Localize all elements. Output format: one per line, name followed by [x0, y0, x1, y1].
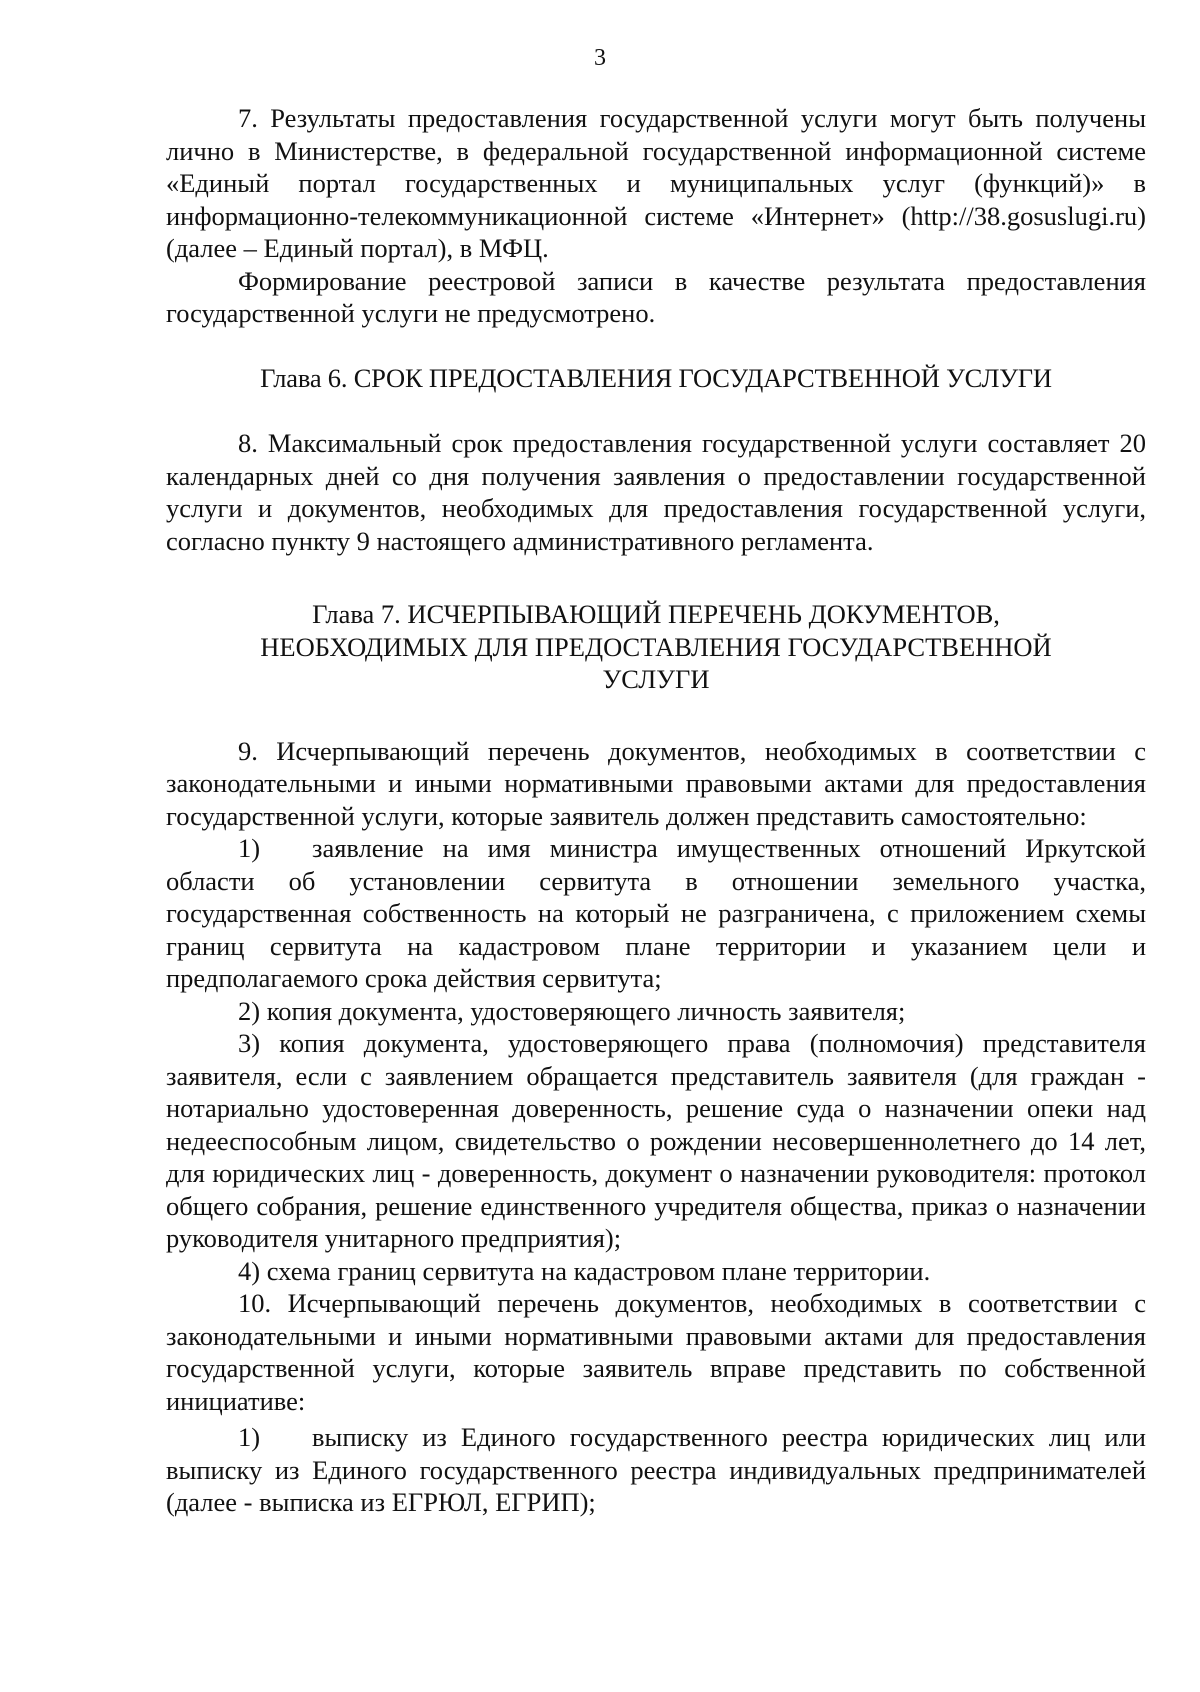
chapter-6-heading: Глава 6. СРОК ПРЕДОСТАВЛЕНИЯ ГОСУДАРСТВЕННОЙ УСЛУГИ [260, 362, 1052, 393]
chapter-7-heading-line-2: НЕОБХОДИМЫХ ДЛЯ ПРЕДОСТАВЛЕНИЯ ГОСУДАРСТВЕННОЙ [260, 631, 1052, 662]
chapter-7-heading-line-3: УСЛУГИ [602, 664, 710, 694]
item-1-number: 1) [238, 833, 261, 863]
paragraph-9-item-3: 3) копия документа, удостоверяющего права (полномочия) представителя заявителя, если с заявлением обращается представитель заявителя (для граждан - нотариально удостоверенная доверенность, решение суда о назначении опеки над недееспособным лицом, свидетельство о рождении несовершеннолетнего до 14 лет, для юридических лиц - доверенность, документ о назначении руководителя: протокол общего собрания, решение единственного учредителя общества, приказ о назначении руководителя унитарного предприятия); [166, 1028, 1146, 1253]
chapter-7-heading-line-1: Глава 7. ИСЧЕРПЫВАЮЩИЙ ПЕРЕЧЕНЬ ДОКУМЕНТОВ, [312, 599, 1000, 629]
paragraph-9-item-4: 4) схема границ сервитута на кадастровом плане территории. [238, 1255, 931, 1286]
paragraph-7: 7. Результаты предоставления государственной услуги могут быть получены лично в Министерстве, в федеральной государственной информационной системе «Единый портал государственных и муниципальных услуг (функций)» в информационно-телекоммуникационной системе «Интернет» (http://38.gosuslugi.ru) (далее – Единый портал), в МФЦ. [166, 103, 1146, 263]
paragraph-9-item-1 [166, 832, 1146, 995]
item-1-number: 1) [238, 1422, 261, 1452]
paragraph-9-intro: 9. Исчерпывающий перечень документов, необходимых в соответствии с законодательными и иными нормативными правовыми актами для предоставления государственной услуги, которые заявитель должен представить самостоятельно: [166, 735, 1146, 831]
item-1-text: выписку из Единого государственного реестра юридических лиц или выписку из Единого государственного реестра индивидуальных предпринимателей (далее - выписка из ЕГРЮЛ, ЕГРИП); [166, 1422, 1146, 1517]
paragraph-10-intro: 10. Исчерпывающий перечень документов, необходимых в соответствии с законодательными и иными нормативными правовыми актами для предоставления государственной услуги, которые заявитель вправе представить по собственной инициативе: [166, 1288, 1146, 1416]
paragraph-9-item-2: 2) копия документа, удостоверяющего личность заявителя; [238, 995, 906, 1026]
paragraph-10-item-1 [166, 1421, 1146, 1519]
page-number: 3 [594, 45, 606, 71]
chapter-7-heading [166, 598, 1146, 696]
document-body [166, 102, 1146, 1519]
paragraph-8: 8. Максимальный срок предоставления государственной услуги составляет 20 календарных дней со дня получения заявления о предоставлении государственной услуги и документов, необходимых для предоставления государственной услуги, согласно пункту 9 настоящего административного регламента. [166, 428, 1146, 556]
paragraph-7-registry-note: Формирование реестровой записи в качестве результата предоставления государственной услуги не предусмотрено. [166, 265, 1146, 328]
item-1-text: заявление на имя министра имущественных отношений Иркутской области об установлении сервитута в отношении земельного участка, государственная собственность на который не разграничена, с приложением схемы границ сервитута на кадастровом плане территории и указанием цели и предполагаемого срока действия сервитута; [166, 833, 1146, 993]
